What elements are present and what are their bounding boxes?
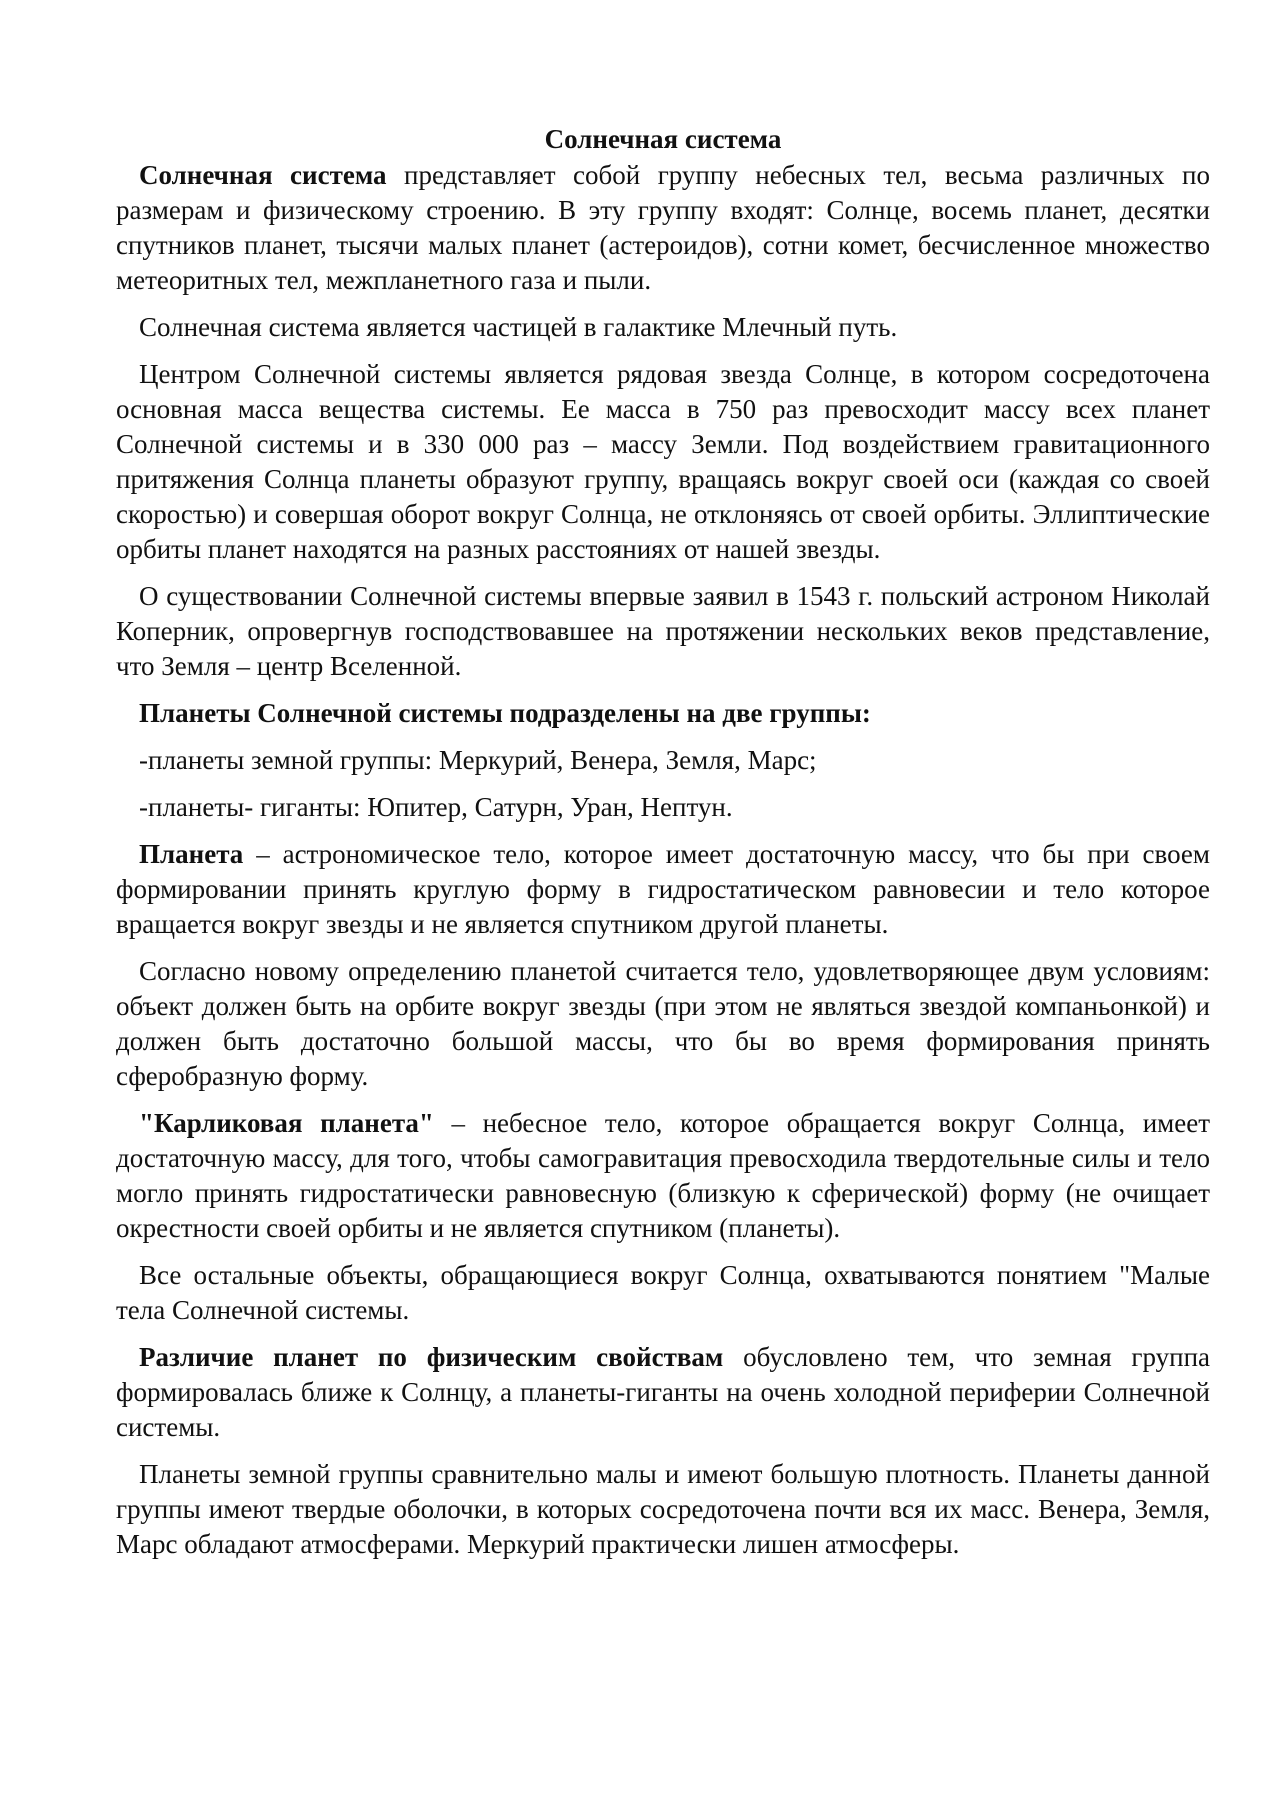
paragraph-text: -планеты земной группы: Меркурий, Венера, Земля, Марс; (139, 745, 817, 775)
paragraph-text: Согласно новому определению планетой считается тело, удовлетворяющее двум условиям: объект должен быть на орбите вокруг звезды (при этом не являться звездой компаньонкой) и должен быть достаточно большой массы, что бы во время формирования принять сферобразную форму. (116, 956, 1210, 1091)
paragraph-text: обусловлено тем, что земная группа формировалась ближе к Солнцу, а планеты-гиганты на очень холодной периферии Солнечной системы. (116, 1342, 1211, 1442)
paragraph (116, 310, 1210, 345)
paragraph-bold: Планета (139, 839, 244, 869)
paragraph (116, 837, 1210, 942)
paragraph (116, 579, 1210, 684)
paragraph-text: – небесное тело, которое обращается вокруг Солнца, имеет достаточную массу, для того, чтобы самогравитация превосходила твердотельные силы и тело могло принять гидростатически равновесную (близкую к сферической) форму (не очищает окрестности своей орбиты и не является спутником (планеты). (116, 1108, 1210, 1243)
paragraph (116, 357, 1210, 567)
paragraph (116, 1457, 1210, 1562)
paragraph-text: Все остальные объекты, обращающиеся вокруг Солнца, охватываются понятием "Малые тела Солнечной системы. (116, 1260, 1210, 1325)
paragraph (116, 954, 1210, 1094)
paragraph-text: -планеты- гиганты: Юпитер, Сатурн, Уран, Нептун. (139, 792, 733, 822)
paragraph (116, 1258, 1210, 1328)
paragraph-bold: Планеты Солнечной системы подразделены на две группы: (139, 698, 871, 728)
paragraph-bold: Солнечная система (139, 160, 387, 190)
paragraph-text: Центром Солнечной системы является рядовая звезда Солнце, в котором сосредоточена основная масса вещества системы. Ее масса в 750 раз превосходит массу всех планет Солнечной системы и в 330 000 раз – массу Земли. Под воздействием гравитационного притяжения Солнца планеты образуют группу, вращаясь вокруг своей оси (каждая со своей скоростью) и совершая оборот вокруг Солнца, не отклоняясь от своей орбиты. Эллиптические орбиты планет находятся на разных расстояниях от нашей звезды. (116, 359, 1210, 564)
paragraph-text: Планеты земной группы сравнительно малы и имеют большую плотность. Планеты данной группы имеют твердые оболочки, в которых сосредоточена почти вся их масс. Венера, Земля, Марс обладают атмосферами. Меркурий практически лишен атмосферы. (116, 1459, 1210, 1559)
paragraph (116, 158, 1210, 298)
paragraph-bold: Различие планет по физическим свойствам (139, 1342, 724, 1372)
paragraph-bold: "Карликовая планета" (139, 1108, 434, 1138)
paragraph (116, 696, 1210, 731)
paragraph-text: О существовании Солнечной системы впервые заявил в 1543 г. польский астроном Николай Коперник, опровергнув господствовавшее на протяжении нескольких веков представление, что Земля – центр Вселенной. (116, 581, 1210, 681)
paragraph-text: – астрономическое тело, которое имеет достаточную массу, что бы при своем формировании принять круглую форму в гидростатическом равновесии и тело которое вращается вокруг звезды и не является спутником другой планеты. (116, 839, 1210, 939)
paragraph-text: представляет собой группу небесных тел, весьма различных по размерам и физическому строению. В эту группу входят: Солнце, восемь планет, десятки спутников планет, тысячи малых планет (астероидов), сотни комет, бесчисленное множество метеоритных тел, межпланетного газа и пыли. (116, 160, 1210, 295)
paragraph (116, 1340, 1210, 1445)
document-title: Солнечная система (544, 124, 782, 154)
document-content (116, 122, 1210, 1574)
paragraph (116, 1106, 1210, 1246)
paragraph-text: Солнечная система является частицей в галактике Млечный путь. (139, 312, 898, 342)
paragraph (116, 743, 1210, 778)
paragraph (116, 790, 1210, 825)
